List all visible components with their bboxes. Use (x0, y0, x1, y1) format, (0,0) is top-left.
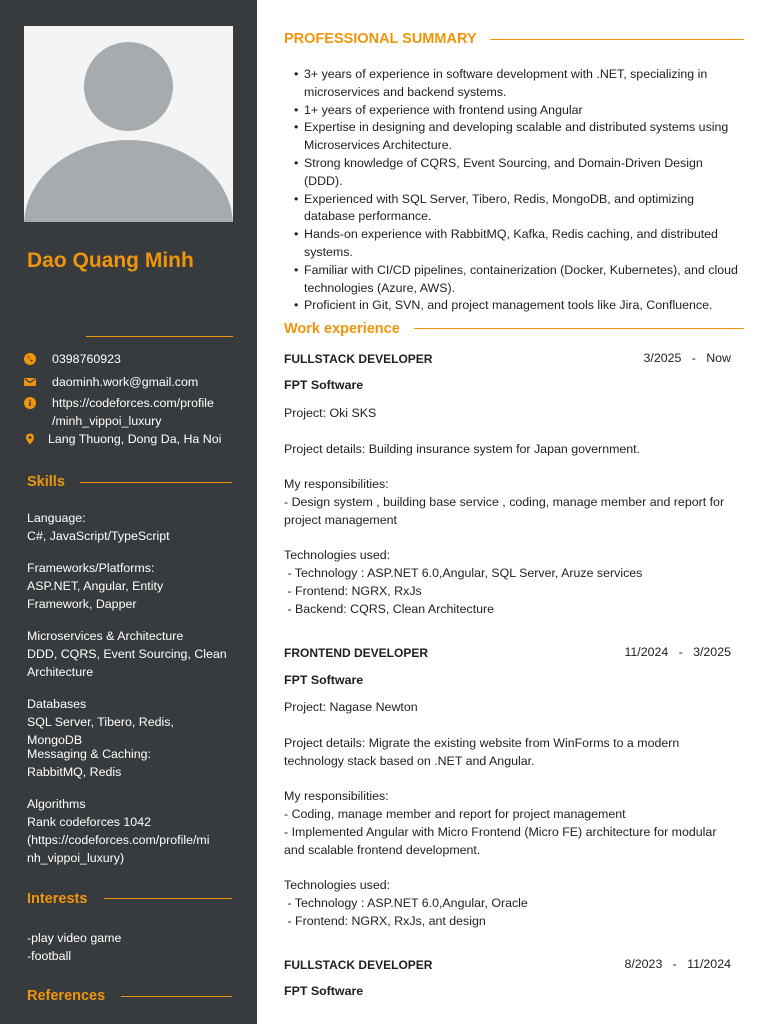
skill-value: (https://codeforces.com/profile/mi (27, 833, 210, 847)
job-details: technology stack based on .NET and Angular. (284, 754, 535, 768)
summary-item: • Strong knowledge of CQRS, Event Sourcing, and Domain-Driven Design (DDD). (292, 155, 744, 191)
skill-label: Microservices & Architecture (27, 629, 184, 643)
skill-value: Rank codeforces 1042 (27, 815, 151, 829)
skill-value: ASP.NET, Angular, Entity (27, 579, 164, 593)
phone-icon (24, 353, 36, 365)
job-responsibility: project management (284, 513, 397, 527)
contact-email (24, 373, 239, 391)
avatar (24, 26, 233, 222)
job-responsibility: and scalable frontend development. (284, 843, 481, 857)
summary-item: • Hands-on experience with RabbitMQ, Kafka, Redis caching, and distributed systems. (292, 226, 744, 262)
job-responsibilities-label: My responsibilities: (284, 789, 389, 803)
skill-label: Language: (27, 511, 86, 525)
job-responsibility: - Coding, manage member and report for project management (284, 807, 626, 821)
job-dates: 11/2024 - 3/2025 (624, 645, 731, 659)
job-company: FPT Software (284, 673, 364, 687)
summary-list (292, 66, 744, 315)
summary-divider (490, 39, 744, 40)
references-divider (121, 996, 232, 997)
summary-item: • 3+ years of experience in software development with .NET, specializing in microservices and backend systems. (292, 66, 744, 102)
job-technology: - Technology : ASP.NET 6.0,Angular, SQL Server, Aruze services (284, 566, 643, 580)
envelope-icon (24, 376, 36, 388)
job-title: FRONTEND DEVELOPER (284, 646, 429, 660)
skill-label: Frameworks/Platforms: (27, 561, 155, 575)
contact-address (24, 430, 239, 448)
website-line-1[interactable]: https://codeforces.com/profile (52, 396, 214, 410)
skill-value: nh_vippoi_luxury) (27, 851, 125, 865)
name-divider (86, 336, 233, 337)
job-responsibilities-label: My responsibilities: (284, 477, 389, 491)
job-technology: - Frontend: NGRX, RxJs (284, 584, 422, 598)
skill-databases (27, 695, 232, 749)
experience-divider (414, 328, 744, 329)
skill-label: Databases (27, 697, 87, 711)
job-technology: - Technology : ASP.NET 6.0,Angular, Oracle (284, 896, 528, 910)
phone-text[interactable]: 0398760923 (52, 352, 121, 366)
skill-frameworks (27, 559, 232, 613)
skill-value: Architecture (27, 665, 94, 679)
skill-language (27, 509, 232, 545)
map-pin-icon (24, 433, 36, 445)
references-heading: References (27, 988, 106, 1004)
job-company: FPT Software (284, 984, 364, 998)
info-icon (24, 397, 36, 409)
contact-website (24, 394, 239, 430)
contact-phone (24, 350, 239, 368)
interests-divider (104, 898, 232, 899)
skill-value: Framework, Dapper (27, 597, 137, 611)
job-details: Project details: Migrate the existing website from WinForms to a modern (284, 736, 680, 750)
interest-item: -football (27, 949, 72, 963)
sidebar (0, 0, 257, 1024)
summary-item: • 1+ years of experience with frontend using Angular (292, 102, 744, 120)
skill-value: C#, JavaScript/TypeScript (27, 529, 170, 543)
job-technologies-label: Technologies used: (284, 548, 391, 562)
summary-item: • Expertise in designing and developing scalable and distributed systems using Microservices Architecture. (292, 119, 744, 155)
skill-algorithms (27, 795, 232, 867)
skill-value: DDD, CQRS, Event Sourcing, Clean (27, 647, 227, 661)
candidate-name: Dao Quang Minh (27, 249, 194, 272)
skill-microservices (27, 627, 232, 681)
job-project: Project: Nagase Newton (284, 700, 418, 714)
job-technology: - Backend: CQRS, Clean Architecture (284, 602, 495, 616)
interests-list (27, 929, 232, 965)
job-company: FPT Software (284, 378, 364, 392)
summary-item: • Familiar with CI/CD pipelines, containerization (Docker, Kubernetes), and cloud technologies (Azure, AWS). (292, 262, 744, 298)
address-text: Lang Thuong, Dong Da, Ha Noi (48, 432, 222, 446)
skills-heading: Skills (27, 474, 65, 490)
job-project: Project: Oki SKS (284, 406, 377, 420)
job-title: FULLSTACK DEVELOPER (284, 958, 433, 972)
email-text[interactable]: daominh.work@gmail.com (52, 375, 199, 389)
job-title: FULLSTACK DEVELOPER (284, 352, 433, 366)
skill-messaging (27, 745, 232, 781)
experience-heading: Work experience (284, 321, 400, 337)
skill-label: Messaging & Caching: (27, 747, 151, 761)
job-technology: - Frontend: NGRX, RxJs, ant design (284, 914, 486, 928)
summary-item: • Proficient in Git, SVN, and project management tools like Jira, Confluence. (292, 297, 744, 315)
job-dates: 3/2025 - Now (643, 351, 731, 365)
avatar-head-shape (84, 42, 173, 131)
job-responsibility: - Design system , building base service , coding, manage member and report for (284, 495, 725, 509)
avatar-body-shape (24, 140, 233, 222)
skill-value: RabbitMQ, Redis (27, 765, 122, 779)
skill-value: SQL Server, Tibero, Redis, MongoDB (27, 715, 174, 747)
job-responsibility: - Implemented Angular with Micro Frontend (Micro FE) architecture for modular (284, 825, 717, 839)
summary-heading: PROFESSIONAL SUMMARY (284, 31, 477, 47)
summary-item: • Experienced with SQL Server, Tibero, Redis, MongoDB, and optimizing database performance. (292, 191, 744, 227)
job-dates: 8/2023 - 11/2024 (624, 957, 731, 971)
interests-heading: Interests (27, 891, 88, 907)
skills-divider (80, 482, 232, 483)
job-technologies-label: Technologies used: (284, 878, 391, 892)
website-line-2[interactable]: /minh_vippoi_luxury (52, 414, 162, 428)
interest-item: -play video game (27, 931, 122, 945)
skill-label: Algorithms (27, 797, 86, 811)
job-details: Project details: Building insurance system for Japan government. (284, 442, 641, 456)
